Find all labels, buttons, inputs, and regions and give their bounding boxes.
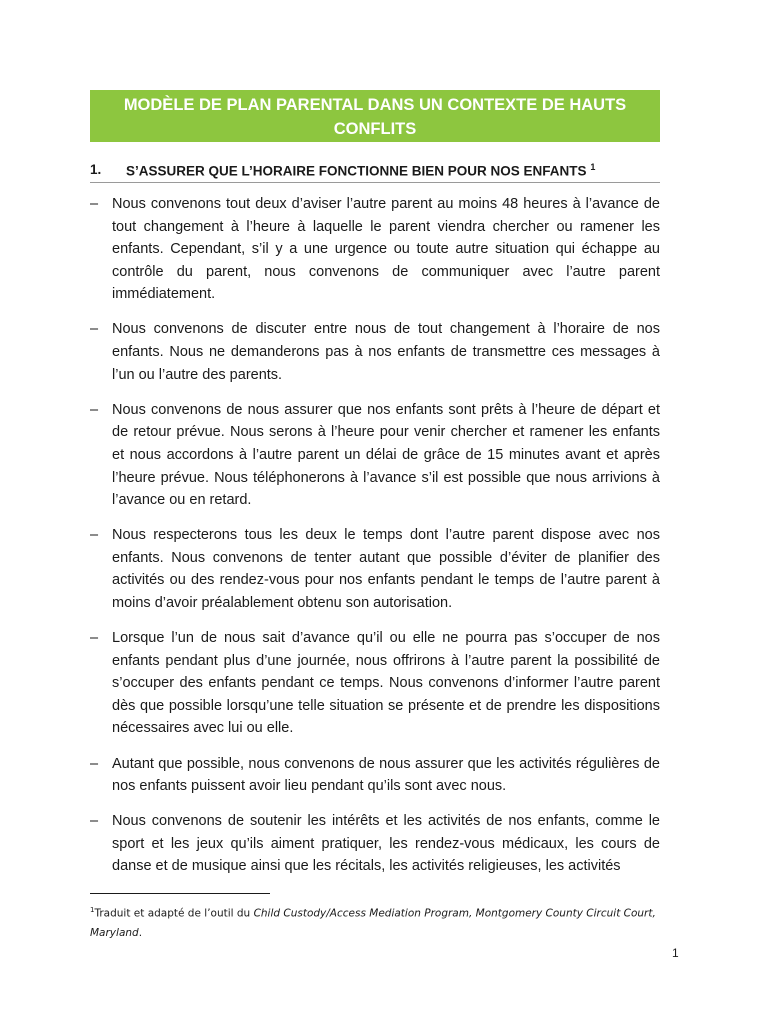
dash-bullet: – (90, 755, 99, 772)
paragraph-list (90, 193, 660, 891)
title-line-2: CONFLITS (333, 120, 417, 138)
list-item (90, 627, 660, 740)
document-title-banner (90, 90, 660, 142)
list-item (90, 399, 660, 512)
dash-bullet: – (90, 196, 99, 212)
page-number: 1 (672, 946, 679, 960)
list-item (90, 318, 660, 386)
title-line-1: MODÈLE DE PLAN PARENTAL DANS UN CONTEXTE DE HAUTS (123, 96, 627, 114)
dash-bullet: – (90, 321, 99, 338)
dash-bullet: – (90, 527, 99, 544)
list-item (90, 753, 660, 798)
list-item (90, 810, 660, 878)
dash-bullet: – (90, 813, 99, 830)
paragraph-text: Autant que possible, nous convenons de nous assurer que les activités régulières de nos enfants puissent avoir lieu pendant qu’ils sont avec nous. (112, 755, 660, 795)
list-item (90, 193, 660, 306)
section-number: 1. (90, 162, 102, 177)
section-title (126, 162, 595, 179)
footnote-suffix: . (138, 926, 143, 939)
section-heading (90, 158, 660, 183)
footnote (90, 901, 660, 943)
section-title-text: S’ASSURER QUE L’HORAIRE FONCTIONNE BIEN POUR NOS ENFANTS (126, 163, 587, 179)
paragraph-text: Nous convenons de nous assurer que nos enfants sont prêts à l’heure de départ et de retour prévue. Nous serons à l’heure pour venir chercher et ramener les enfants et nous accordons à l’autre parent un délai de grâce de 15 minutes avant et après l’heure prévue. Nous téléphonerons à l’avance s’il est possible que nous arrivions à l’avance ou en retard. (112, 401, 660, 509)
footnote-divider (90, 893, 270, 894)
paragraph-text: Nous convenons tout deux d’aviser l’autre parent au moins 48 heures à l’avance de tout changement à l’heure à laquelle le parent viendra chercher ou ramener les enfants. Cependant, s’il y a une urgence ou toute autre situation qui échappe au contrôle du parent, nous convenons de communiquer avec l’autre parent immédiatement. (112, 196, 660, 303)
list-item (90, 524, 660, 614)
dash-bullet: – (90, 630, 99, 647)
footnote-marker: 1 (90, 906, 95, 914)
footnote-reference: 1 (590, 162, 596, 172)
dash-bullet: – (90, 401, 99, 418)
footnote-source: Child Custody/Access Mediation Program, Montgomery County Circuit Court, Maryland (90, 907, 656, 939)
footnote-prefix: Traduit et adapté de l’outil du (94, 907, 254, 920)
paragraph-text: Nous convenons de discuter entre nous de tout changement à l’horaire de nos enfants. Nous ne demanderons pas à nos enfants de transmettre ces messages à l’un ou l’autre des parents. (112, 321, 660, 383)
paragraph-text: Nous convenons de soutenir les intérêts et les activités de nos enfants, comme le sport et les jeux qu’ils aiment pratiquer, les rendez-vous médicaux, les cours de danse et de musique ainsi que les récitals, les activités religieuses, les activités (112, 813, 660, 875)
paragraph-text: Nous respecterons tous les deux le temps dont l’autre parent dispose avec nos enfants. Nous convenons de tenter autant que possible d’éviter de planifier des activités ou des rendez-vous pour nos enfants pendant le temps de l’autre parent à moins d’avoir préalablement obtenu son autorisation. (112, 527, 660, 611)
paragraph-text: Lorsque l’un de nous sait d’avance qu’il ou elle ne pourra pas s’occuper de nos enfants pendant plus d’une journée, nous offrirons à l’autre parent la possibilité de s’occuper des enfants pendant ce temps. Nous convenons d’informer l’autre parent dès que possible lorsqu’une telle situation se présente et de prendre les dispositions nécessaires avec lui ou elle. (112, 630, 660, 737)
